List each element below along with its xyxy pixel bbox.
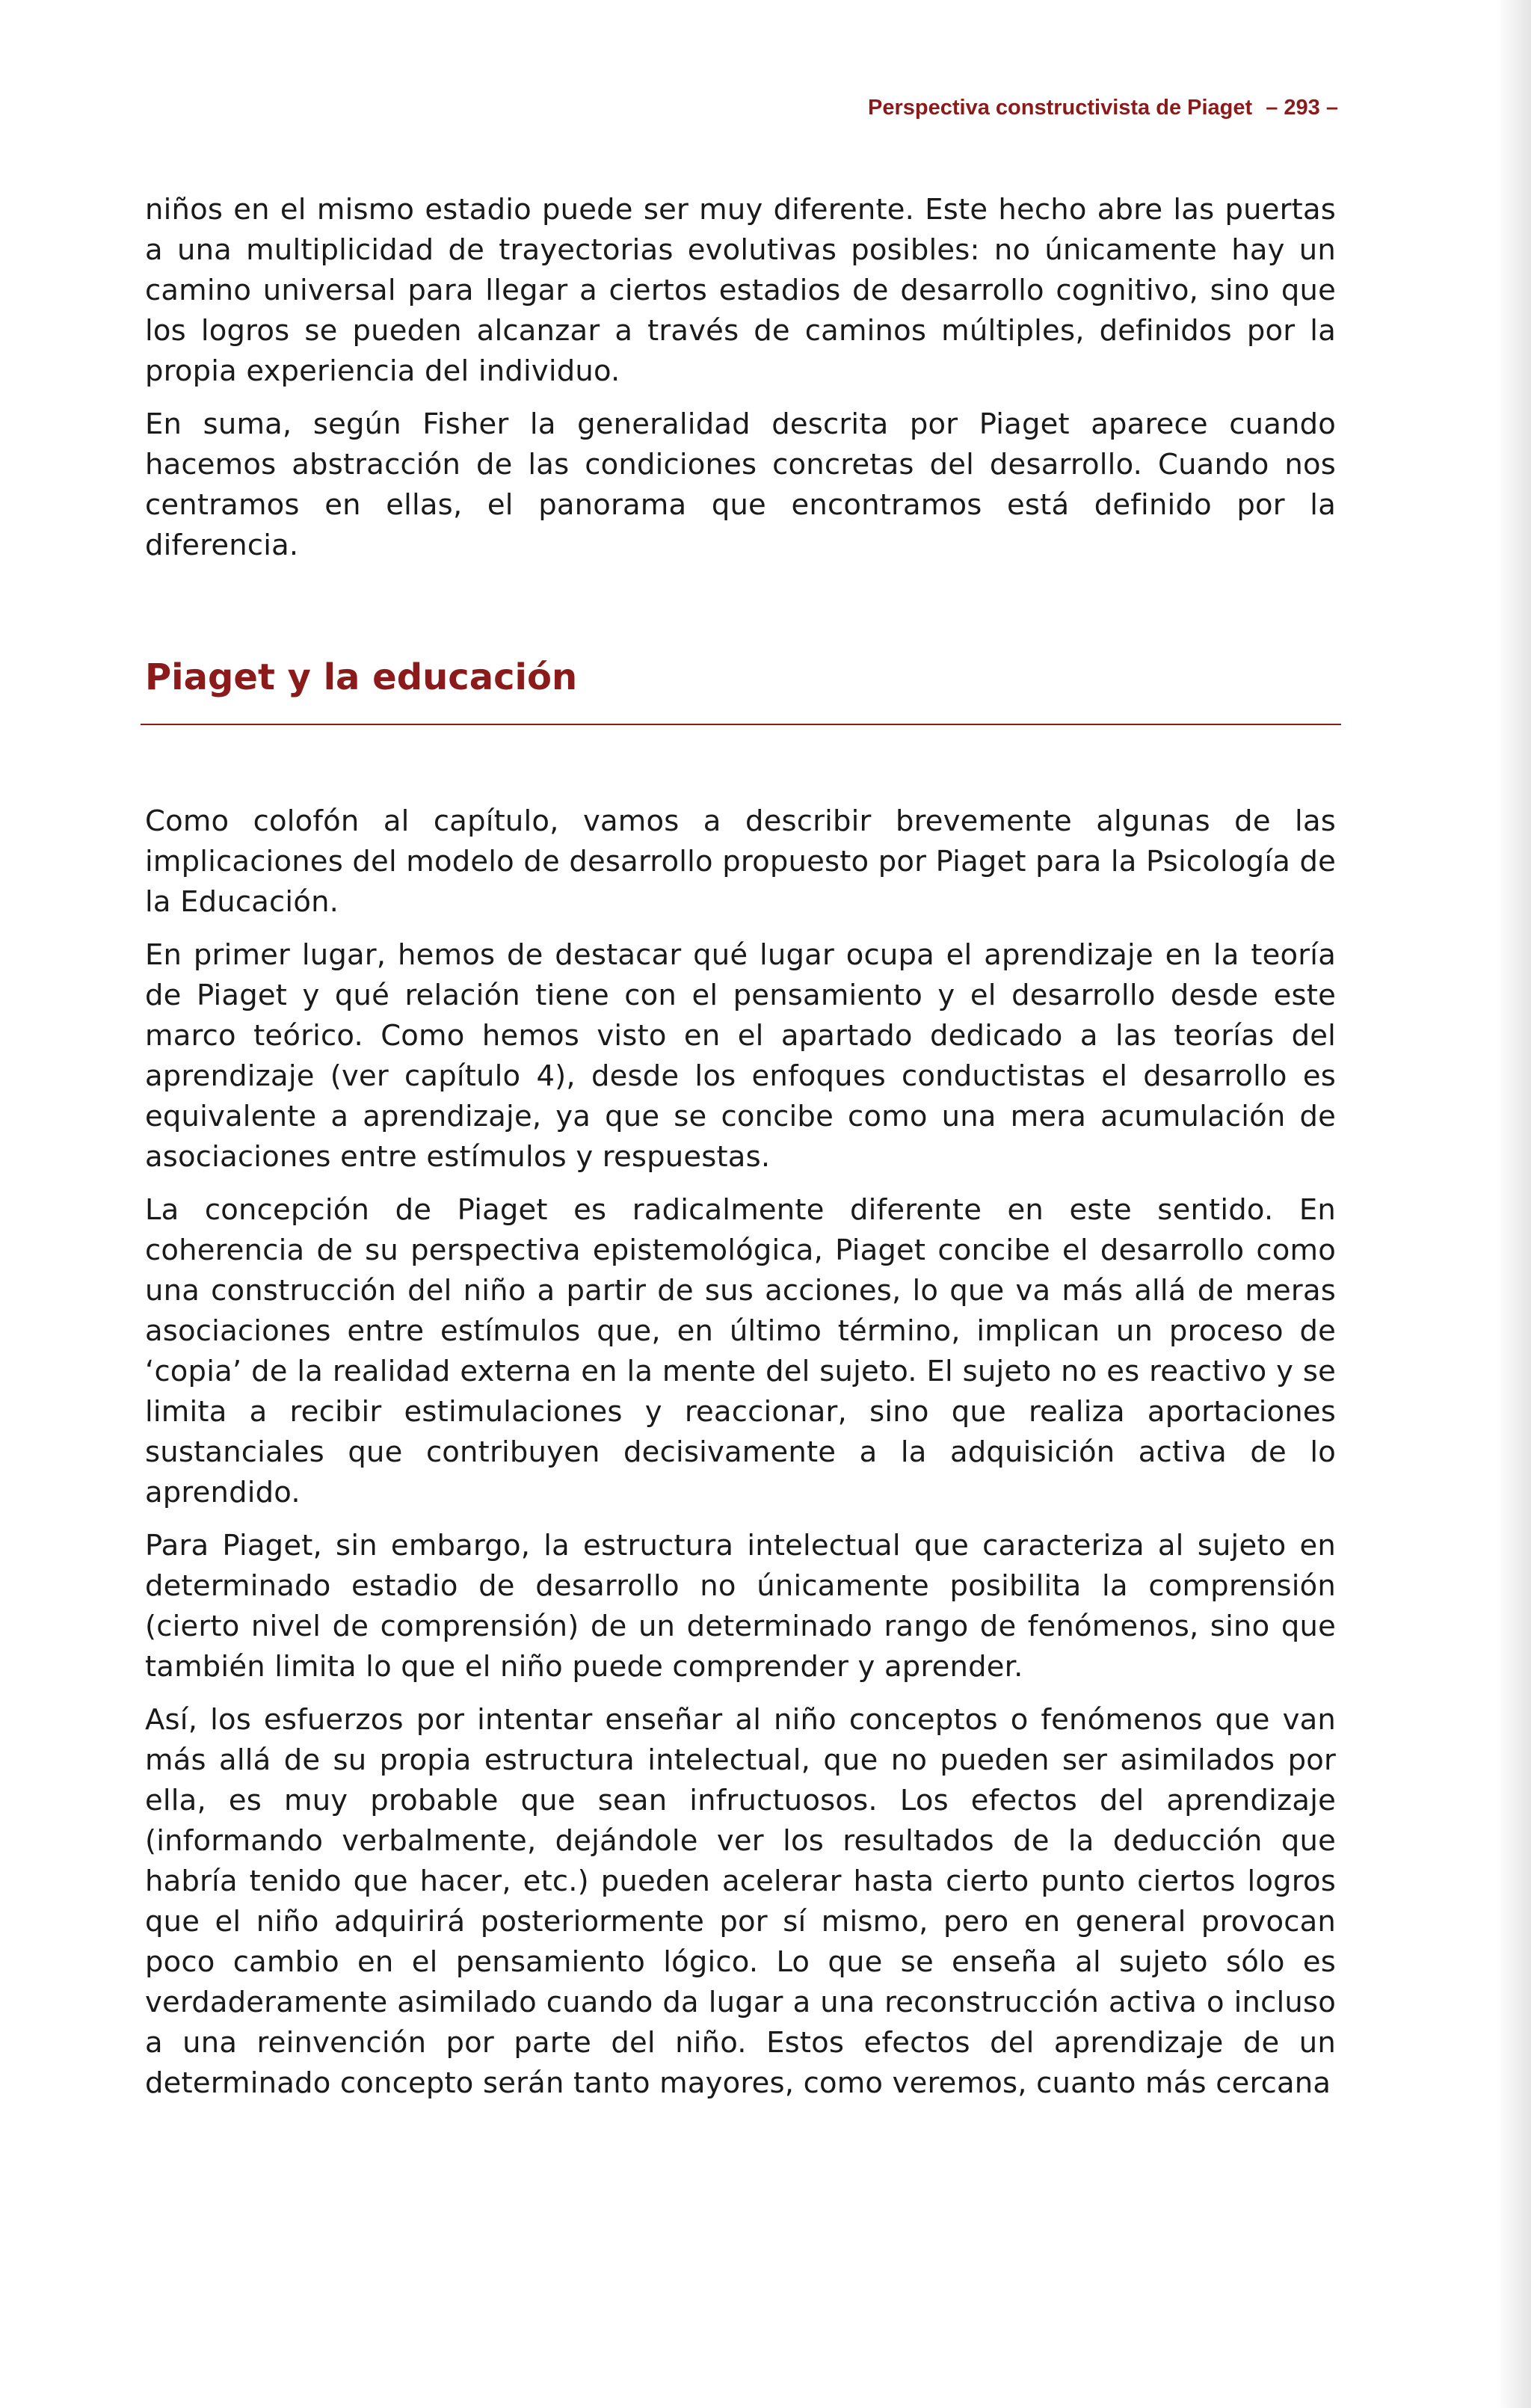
section-divider <box>141 724 1341 725</box>
running-header <box>868 96 1338 120</box>
intro-text-block <box>145 190 1336 579</box>
section-heading: Piaget y la educación <box>145 656 578 698</box>
running-header-title: Perspectiva constructivista de Piaget <box>868 96 1253 120</box>
body-paragraph: Para Piaget, sin embargo, la estructura intelectual que caracteriza al sujeto en determinado estadio de desarrollo no únicamente posibilita la comprensión (cierto nivel de comprensión) de un determinado rango de fenómenos, sino que también limita lo que el niño puede comprender y aprender. <box>145 1529 1336 1684</box>
body-paragraph: Como colofón al capítulo, vamos a describir brevemente algunas de las implicaciones del modelo de desarrollo propuesto por Piaget para la Psicología de la Educación. <box>145 804 1336 919</box>
body-paragraph: Así, los esfuerzos por intentar enseñar al niño conceptos o fenómenos que van más allá de su propia estructura intelectual, que no pueden ser asimilados por ella, es muy probable que sean infructuosos. Los efectos del aprendizaje (informando verbalmente, dejándole ver los resultados de la deducción que habría tenido que hacer, etc.) pueden acelerar hasta cierto punto ciertos logros que el niño adquirirá posteriormente por sí mismo, pero en general provocan poco cambio en el pensamiento lógico. Lo que se enseña al sujeto sólo es verdaderamente asimilado cuando da lugar a una reconstrucción activa o incluso a una reinvención por parte del niño. Estos efectos del aprendizaje de un determinado concepto serán tanto mayores, como veremos, cuanto más cercana <box>145 1703 1336 2100</box>
body-paragraph: niños en el mismo estadio puede ser muy diferente. Este hecho abre las puertas a una multiplicidad de trayectorias evolutivas posibles: no únicamente hay un camino universal para llegar a ciertos estadios de desarrollo cognitivo, sino que los logros se pueden alcanzar a través de caminos múltiples, definidos por la propia experiencia del individuo. <box>145 193 1336 388</box>
body-paragraph: La concepción de Piaget es radicalmente diferente en este sentido. En coherencia de su perspectiva epistemológica, Piaget concibe el desarrollo como una construcción del niño a partir de sus acciones, lo que va más allá de meras asociaciones entre estímulos que, en último término, implican un proceso de ‘copia’ de la realidad externa en la mente del sujeto. El sujeto no es reactivo y se limita a recibir estimulaciones y reaccionar, sino que realiza aportaciones sustanciales que contribuyen decisivamente a la adquisición activa de lo aprendido. <box>145 1193 1336 1509</box>
page-number: – 293 – <box>1266 96 1338 120</box>
page-edge-shadow <box>1497 0 1531 2408</box>
section-text-block <box>145 801 1336 2116</box>
body-paragraph: En primer lugar, hemos de destacar qué lugar ocupa el aprendizaje en la teoría de Piaget y qué relación tiene con el pensamiento y el desarrollo desde este marco teórico. Como hemos visto en el apartado dedicado a las teorías del aprendizaje (ver capítulo 4), desde los enfoques conductistas el desarrollo es equivalente a aprendizaje, ya que se concibe como una mera acumulación de asociaciones entre estímulos y respuestas. <box>145 938 1336 1174</box>
body-paragraph: En suma, según Fisher la generalidad descrita por Piaget aparece cuando hacemos abstracción de las condiciones concretas del desarrollo. Cuando nos centramos en ellas, el panorama que encontramos está definido por la diferencia. <box>145 407 1336 562</box>
